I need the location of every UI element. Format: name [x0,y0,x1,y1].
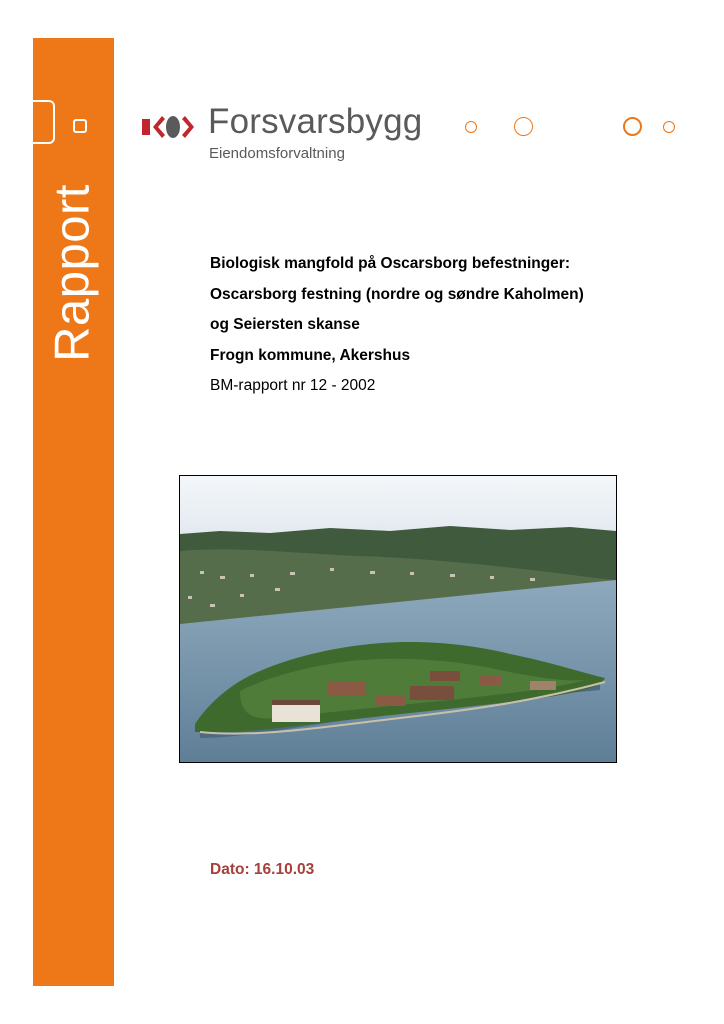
decorative-circle [663,121,675,133]
report-date: Dato: 16.10.03 [210,861,315,878]
decorative-circle [623,117,642,136]
band-square-decoration [73,119,87,133]
logo-subtitle: Eiendomsforvaltning [209,145,345,162]
cover-photo [179,475,617,763]
orange-side-band [33,38,114,986]
aerial-fortress-photo [180,476,616,762]
forsvarsbygg-logo-icon [142,113,202,141]
band-bracket-decoration [33,100,55,144]
report-title-block [210,249,584,402]
title-line: Biologisk mangfold på Oscarsborg befestninger: [210,255,570,272]
decorative-circle [514,117,533,136]
logo-wordmark: Forsvarsbygg [208,102,423,141]
report-number: BM-rapport nr 12 - 2002 [210,377,376,394]
title-line: Oscarsborg festning (nordre og søndre Kaholmen) [210,285,584,303]
decorative-circle [465,121,477,133]
document-type-label: Rapport [45,184,100,362]
title-line: Frogn kommune, Akershus [210,346,411,364]
title-line: og Seiersten skanse [210,316,360,333]
